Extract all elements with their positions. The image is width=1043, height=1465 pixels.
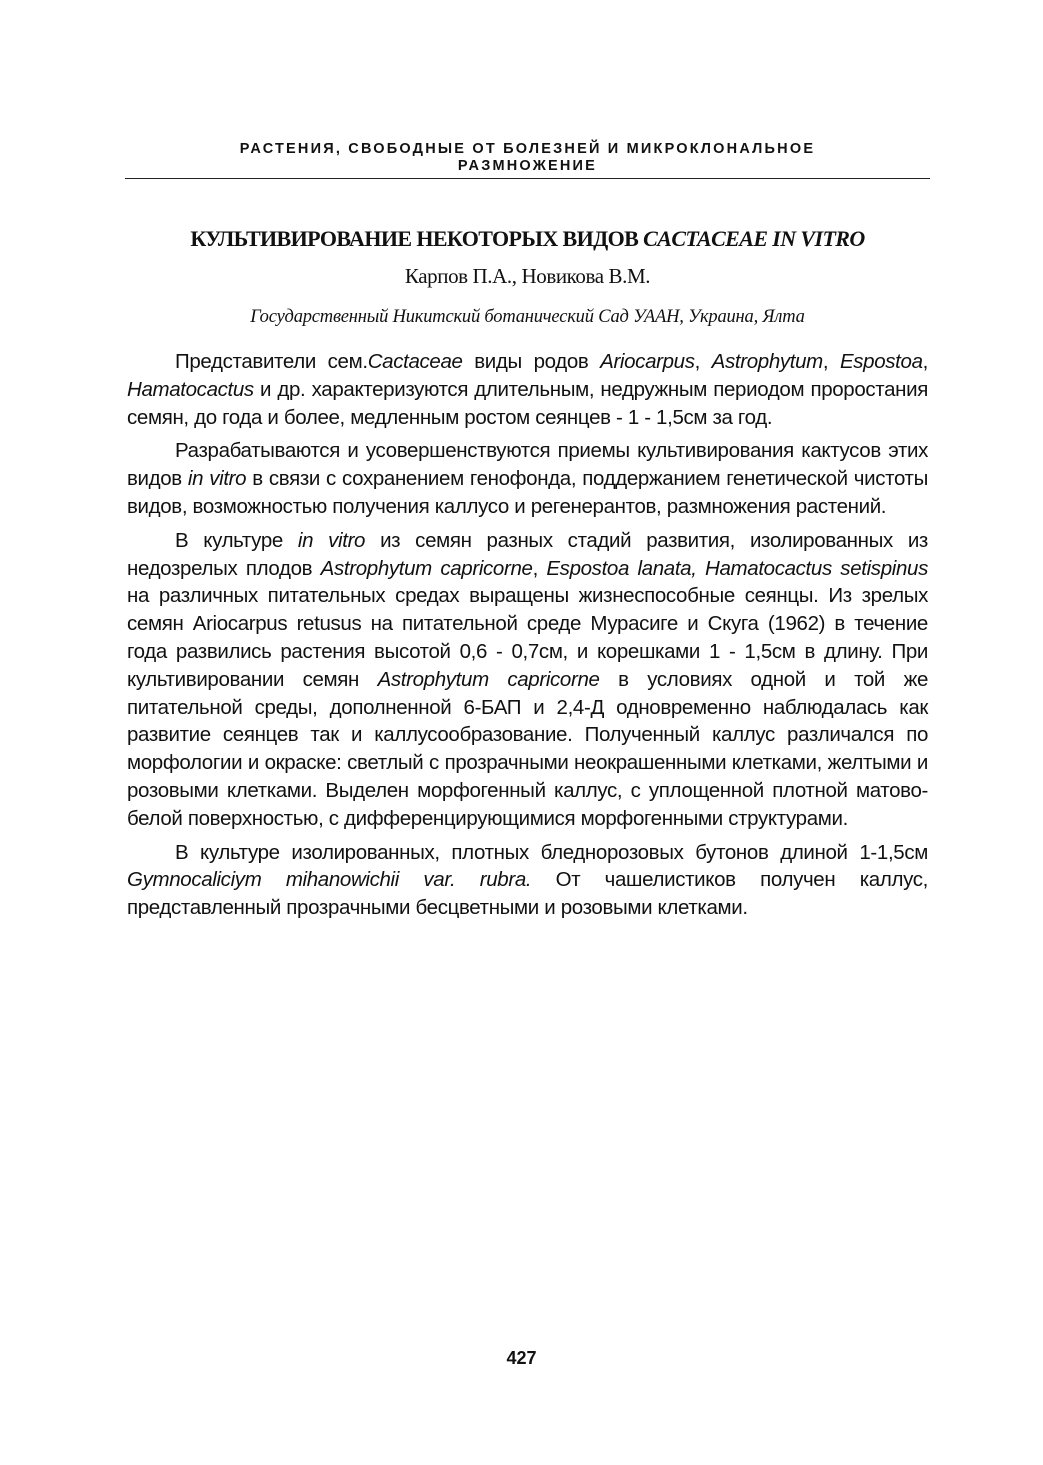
italic-run: Espostoa lanata, Hamatocactus setispinus	[546, 556, 928, 580]
text-run: и др. характеризуются длительным, недружным периодом проростания семян, до года и более, медленным ростом сеянцев - 1 - 1,5см за год.	[127, 377, 928, 429]
text-run: В культуре изолированных, плотных бледнорозовых бутонов длиной 1-1,5см	[175, 840, 928, 864]
paragraph-3	[127, 527, 928, 833]
page-number: 427	[506, 1348, 537, 1368]
text-run: из семян разных стадий развития, изолированных из недозрелых плодов	[127, 528, 928, 580]
running-head-line-2: РАЗМНОЖЕНИЕ	[457, 158, 598, 174]
article-authors: Карпов П.А., Новикова В.М.	[404, 264, 651, 288]
text-run: ,	[694, 350, 712, 373]
italic-run: Astrophytum capricorne	[320, 556, 533, 580]
italic-run: in vitro	[297, 528, 366, 552]
article-body	[127, 348, 928, 928]
paragraph-2	[127, 437, 928, 520]
italic-run: Ariocarpus	[600, 350, 695, 373]
italic-run: in vitro	[187, 467, 247, 491]
article-title	[100, 226, 955, 252]
text-run: Разрабатываются и усовершенствуются приемы культивирования кактусов этих видов	[127, 439, 928, 491]
text-run: в связи с сохранением генофонда, поддержанием генетической чистоты видов, возможностью получения каллусо и регенерантов, размножения растений.	[127, 467, 928, 518]
running-head	[125, 141, 930, 175]
italic-run: Astrophytum capricorne	[377, 667, 600, 691]
text-run: ,	[822, 350, 840, 373]
paragraph-4	[127, 839, 928, 922]
italic-run: Astrophytum	[711, 350, 823, 373]
italic-run: Hamatocactus	[127, 377, 254, 401]
text-run: Представители сем.	[175, 350, 368, 373]
article-affiliation: Государственный Никитский ботанический Сад УААН, Украина, Ялта	[250, 307, 805, 327]
text-run: на различных питательных средах выращены жизнеспособные сеянцы. Из зрелых семян Ariocarpus retusus на питательной среде Мурасиге и Скуга (1962) в течение года развились растения высотой 0,6 - 0,7см, и корешками 1 - 1,5см в длину. При культивировании семян	[127, 584, 928, 691]
text-run: ,	[532, 556, 547, 580]
paragraph-1	[127, 348, 928, 431]
text-run: виды родов	[462, 350, 601, 373]
running-head-line-1: РАСТЕНИЯ, СВОБОДНЫЕ ОТ БОЛЕЗНЕЙ И МИКРОКЛОНАЛЬНОЕ	[239, 141, 816, 157]
text-run: В культуре	[175, 528, 298, 552]
article-title-plain: КУЛЬТИВИРОВАНИЕ НЕКОТОРЫХ ВИДОВ	[190, 226, 644, 251]
article-title-italic: CACTACEAE IN VITRO	[643, 226, 865, 251]
italic-run: Espostoa	[839, 350, 923, 373]
header-rule	[125, 178, 930, 179]
text-run: ,	[922, 350, 928, 373]
text-run: От чашелистиков получен каллус, представленный прозрачными бесцветными и розовыми клетками.	[127, 868, 928, 920]
text-run: в условиях одной и той же питательной среды, дополненной 6-БАП и 2,4-Д одновременно наблюдалась как развитие сеянцев так и каллусообразование. Полученный каллус различался по морфологии и окраске: светлый с прозрачными неокрашенными клетками, желтыми и розовыми клетками. Выделен морфогенный каллус, с уплощенной плотной матово-белой поверхностью, с дифференцирующимися морфогенными структурами.	[127, 667, 928, 830]
italic-run: Gymnocaliciym mihanowichii var. rubra.	[127, 868, 532, 892]
italic-run: Cactaceae	[367, 350, 463, 373]
